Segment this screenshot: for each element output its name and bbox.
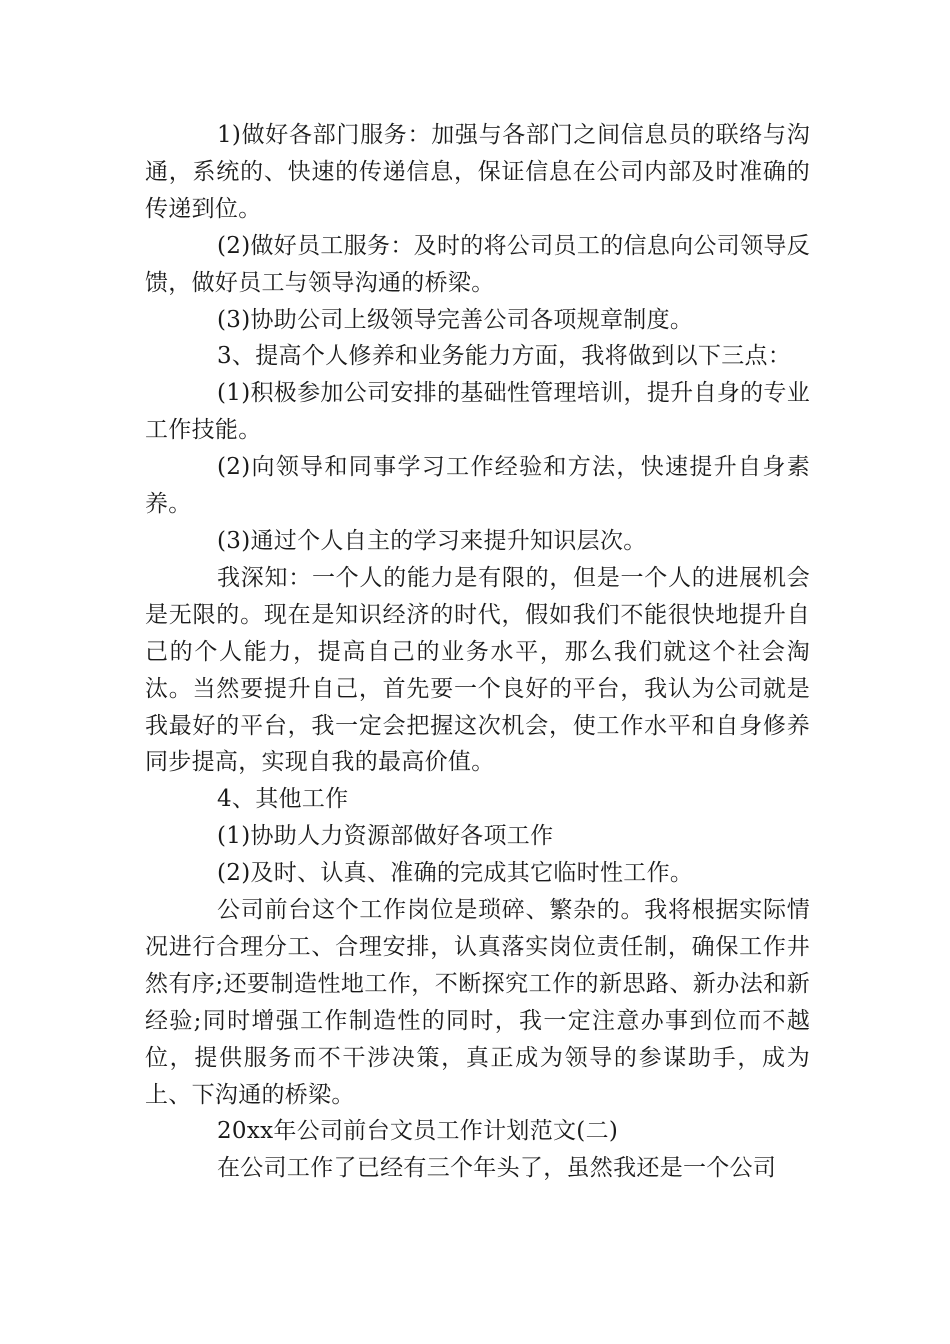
section-title-sample-two: 20xx年公司前台文员工作计划范文(二): [217, 1118, 619, 1145]
paragraph-item-rules-assist: (3)协助公司上级领导完善公司各项规章制度。: [217, 306, 694, 333]
section-heading-self-improvement: 3、提高个人修养和业务能力方面，我将做到以下三点：: [217, 343, 792, 370]
paragraph-item-department-service: 1)做好各部门服务：加强与各部门之间信息员的联络与沟通，系统的、快速的传递信息，保证信息在公司内部及时准确的传递到位。: [145, 122, 810, 222]
section-heading-other-work: 4、其他工作: [217, 786, 349, 813]
paragraph-item-hr-assist: (1)协助人力资源部做好各项工作: [217, 823, 554, 850]
paragraph-reflection: 我深知：一个人的能力是有限的，但是一个人的进展机会是无限的。现在是知识经济的时代，假如我们不能很快地提升自己的个人能力，提高自己的业务水平，那么我们就这个社会淘汰。当然要提升自己，首先要一个良好的平台，我认为公司就是我最好的平台，我一定会把握这次机会，使工作水平和自身修养同步提高，实现自我的最高价值。: [145, 564, 810, 776]
paragraph-item-learn-from-colleagues: (2)向领导和同事学习工作经验和方法，快速提升自身素养。: [145, 454, 810, 518]
paragraph-item-training: (1)积极参加公司安排的基础性管理培训，提升自身的专业工作技能。: [145, 380, 810, 444]
paragraph-sample-two-opening: 在公司工作了已经有三个年头了，虽然我还是一个公司: [217, 1155, 777, 1182]
paragraph-item-self-study: (3)通过个人自主的学习来提升知识层次。: [217, 527, 647, 554]
document-body: [145, 117, 810, 1187]
paragraph-item-employee-service: (2)做好员工服务：及时的将公司员工的信息向公司领导反馈，做好员工与领导沟通的桥梁。: [145, 232, 810, 296]
paragraph-item-temporary-work: (2)及时、认真、准确的完成其它临时性工作。: [217, 860, 694, 887]
paragraph-front-desk-summary: 公司前台这个工作岗位是琐碎、繁杂的。我将根据实际情况进行合理分工、合理安排，认真落实岗位责任制，确保工作井然有序;还要制造性地工作，不断探究工作的新思路、新办法和新经验;同时增强工作制造性的同时，我一定注意办事到位而不越位，提供服务而不干涉决策，真正成为领导的参谋助手，成为上、下沟通的桥梁。: [145, 897, 810, 1108]
